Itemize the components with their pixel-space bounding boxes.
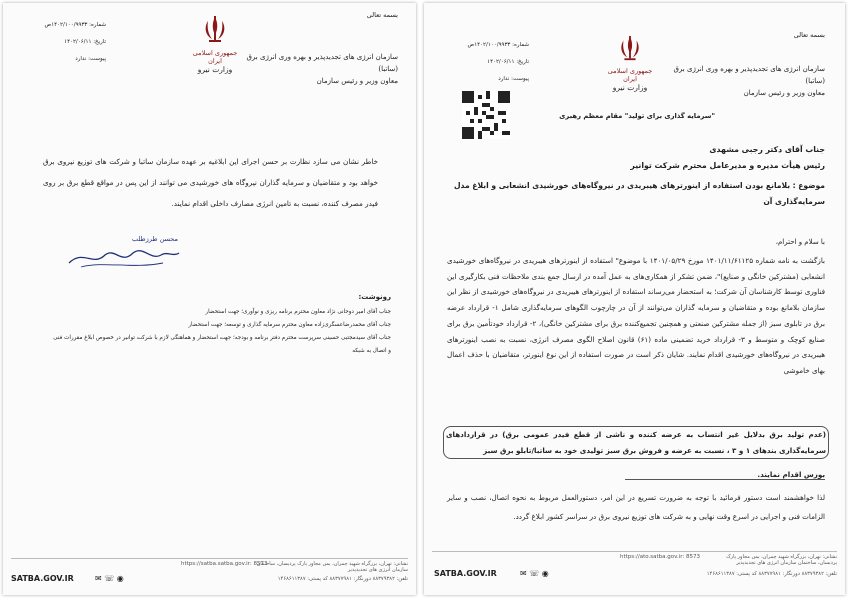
emblem-line-1: جمهوری اسلامی ایران <box>607 67 653 83</box>
date-label: تاریخ: <box>516 59 529 65</box>
footer-website[interactable]: https://satba.satba.gov.ir: 8573 <box>181 561 268 567</box>
iran-emblem-icon <box>617 35 643 63</box>
ministry-block <box>665 63 825 99</box>
letter-page-right <box>424 3 845 595</box>
recipient-name: جناب آقای دکتر رجبی مشهدی <box>709 145 825 154</box>
body-paragraph: خاطر نشان می سازد نظارت بر حسن اجرای این ابلاغیه بر عهده سازمان ساتبا و شرکت های توزیع نیروی برق خواهد بود و متقاضیان و سرمایه گذاران نیروگاه های خورشیدی می توانند از این پس در مواقع قطع برق بر روی فیدر مصرف کننده، نسبت به تامین انرژی مصارف داخلی اقدام نمایند. <box>43 157 378 208</box>
attach-row <box>434 71 529 88</box>
cc-title: رونوشت: <box>358 293 391 301</box>
date-row <box>11 34 106 51</box>
emblem-block <box>600 35 660 92</box>
ministry-block <box>238 51 398 87</box>
emblem-line-2: وزارت نیرو <box>197 65 233 74</box>
number-label: شماره: <box>512 42 529 48</box>
date-value: ۱۴۰۲/۰۶/۱۱ <box>64 39 92 45</box>
footer-address: نشانی: تهران، بزرگراه شهید چمران، یمن مجاور پارک پردیسان، ساختمان سازمان انرژی های تجدیدپذیر <box>256 561 408 573</box>
footer-divider <box>11 558 408 559</box>
emblem-line-2: وزارت نیرو <box>612 83 648 92</box>
letter-meta <box>434 37 529 88</box>
letter-page-left <box>3 3 416 595</box>
footer-site-short[interactable]: SATBA.GOV.IR <box>434 569 497 578</box>
subject-block <box>447 178 825 210</box>
ministry-line-1: سازمان انرژی های تجدیدپذیر و بهره وری انرژی برق (ساتبا) <box>246 53 398 73</box>
highlighted-clause: (عدم تولید برق بدلایل غیر انتساب به عرضه کننده و ناشی از قطع فیدر عمومی برق) در قراردادهای سرمایه‌گذاری بندهای ۱ و ۳ ، نسبت به عرضه و فروش برق سبز تولیدی خود به ساتبا/تابلو برق سبز <box>443 426 829 459</box>
para1-end: بورس اقدام نمایند. <box>625 470 825 480</box>
emblem-line-1: جمهوری اسلامی ایران <box>192 49 238 65</box>
cc-item: جناب آقای محمدرضاعسگری‌زاده معاون محترم سرمایه گذاری و توسعه؛ جهت استحضار <box>188 322 391 328</box>
footer-contacts: تلفن: ۸۸۳۷۹۳۸۲ دورنگار: ۸۸۳۷۷۹۸۱ کد پستی: ۱۴۶۸۶۱۱۳۸۷ <box>277 576 408 582</box>
iran-emblem-icon <box>201 15 229 45</box>
date-row <box>434 54 529 71</box>
date-label: تاریخ: <box>93 39 106 45</box>
attach-value: ندارد <box>498 76 510 82</box>
signature-icon <box>63 241 183 273</box>
date-value: ۱۴۰۲/۰۶/۱۱ <box>487 59 515 65</box>
besmeh-text: بسمه تعالی <box>366 11 398 19</box>
social-media-icon: ✉ ☏ ◉ <box>95 574 124 583</box>
footer-address: نشانی: تهران، بزرگراه شهید چمران، یمن مجاور پارک پردیسان، ساختمان سازمان انرژی های تجدیدپذیر <box>726 554 837 566</box>
qr-code-icon[interactable] <box>462 91 510 139</box>
recipient-title: رئیس هیأت مدیره و مدیرعامل محترم شرکت توانیر <box>630 161 825 170</box>
cc-item: جناب آقای سیدمجتبی حسینی سرپرست محترم دفتر برنامه و بودجه؛ جهت استحضار و هماهنگی لازم با شرکت توانیر در خصوص ابلاغ مقررات فنی و اتصال به شبکه <box>53 335 391 354</box>
subject-text: بلامانع بودن استفاده از اینورترهای هیبریدی در نیروگاه‌های خورشیدی انشعابی و ابلاغ مدل سرمایه‌گذاری آن <box>453 181 825 206</box>
cc-list <box>51 306 391 358</box>
number-row <box>11 17 106 34</box>
attach-row <box>11 51 106 68</box>
para1-text: بازگشت به نامه شماره ۱۴۰۱/۱۱/۶۱۱۲۵ مورخ ۱۴۰۱/۰۵/۲۹ با موضوع" استفاده از اینورترهای هیبریدی در نیروگاه‌های خورشیدی انشعابی (مشترکین خانگی و صنایع)"، ضمن تشکر از همکاری‌های به عمل آمده در ارسال جمع بندی ملاحظات فنی بکارگیری این فناوری توسط کارشناسان آن شرکت؛ به استحضار می‌رساند استفاده از اینورترهای هیبریدی در نیروگاه‌های خورشیدی از نظر این سازمان بلامانع بوده و متقاضیان و سرمایه گذاران می‌توانند از آن در چارچوب الگوهای سرمایه‌گذاری شامل ۱- قرارداد عرضه برق در تابلوی سبز (از جمله مشترکین صنعتی و همچنین تجمیع‌کننده برق برای مشترکین خانگی)، ۲- قرارداد خودتأمین برق برای صنایع کوچک و متوسط و ۳- قرارداد خرید تضمینی ماده (۶۱) قانون اصلاح الگوی مصرف انرژی، نسبت به نصب اینورترهای هیبریدی در نیروگاه‌های خورشیدی اقدام نمایند. شایان ذکر است در صورت استفاده از این نوع اینورتر، متقاضیان با حذف اعمال بهای خاموشی <box>447 256 826 375</box>
ministry-line-2: معاون وزیر و رئیس سازمان <box>743 89 825 97</box>
ministry-line-1: سازمان انرژی های تجدیدپذیر و بهره وری انرژی برق (ساتبا) <box>673 65 825 85</box>
slogan: "سرمایه گذاری برای تولید" مقام معظم رهبری <box>559 112 715 120</box>
number-row <box>434 37 529 54</box>
signature-name: محسن طرزطلب <box>131 235 178 243</box>
second-paragraph: لذا خواهشمند است دستور فرمائید با توجه به ضرورت تسریع در این امر، دستورالعمل مربوط به نحوه اتصال، نصب و سایر الزامات فنی و اجرایی در اسرع وقت نهایی و به شرکت های توزیع نیروی برق در سراسر کشور ابلاغ گردد. <box>447 493 825 521</box>
cc-item: جناب آقای امیر دوحانی نژاد معاون محترم برنامه ریزی و نوآوری؛ جهت استحضار <box>205 309 391 315</box>
subject-label: موضوع : <box>792 181 825 190</box>
emblem-block <box>185 15 245 74</box>
footer-divider <box>432 551 837 552</box>
greeting: با سلام و احترام، <box>775 238 825 246</box>
footer-contacts: تلفن: ۸۸۳۷۹۳۸۲ دورنگار: ۸۸۳۷۷۹۸۱ کد پستی: ۱۴۶۸۶۱۱۳۸۷ <box>706 571 837 577</box>
attach-label: پیوست: <box>511 76 529 82</box>
social-media-icon: ✉ ☏ ◉ <box>520 569 549 578</box>
main-paragraph <box>447 253 825 379</box>
footer-website[interactable]: https://ato.satba.gov.ir: 8573 <box>620 554 700 560</box>
number-value: ۱۴۰۲/۱۰۰/۹۹۳۳ص <box>44 22 88 28</box>
letter-meta <box>11 17 106 68</box>
attach-value: ندارد <box>75 56 87 62</box>
ministry-line-2: معاون وزیر و رئیس سازمان <box>316 77 398 85</box>
attach-label: پیوست: <box>88 56 106 62</box>
number-value: ۱۴۰۲/۱۰۰/۹۹۳۳ص <box>467 42 511 48</box>
besmeh-text: بسمه تعالی <box>793 31 825 39</box>
footer-site-short[interactable]: SATBA.GOV.IR <box>11 574 74 583</box>
number-label: شماره: <box>89 22 106 28</box>
signature-block <box>63 235 183 273</box>
